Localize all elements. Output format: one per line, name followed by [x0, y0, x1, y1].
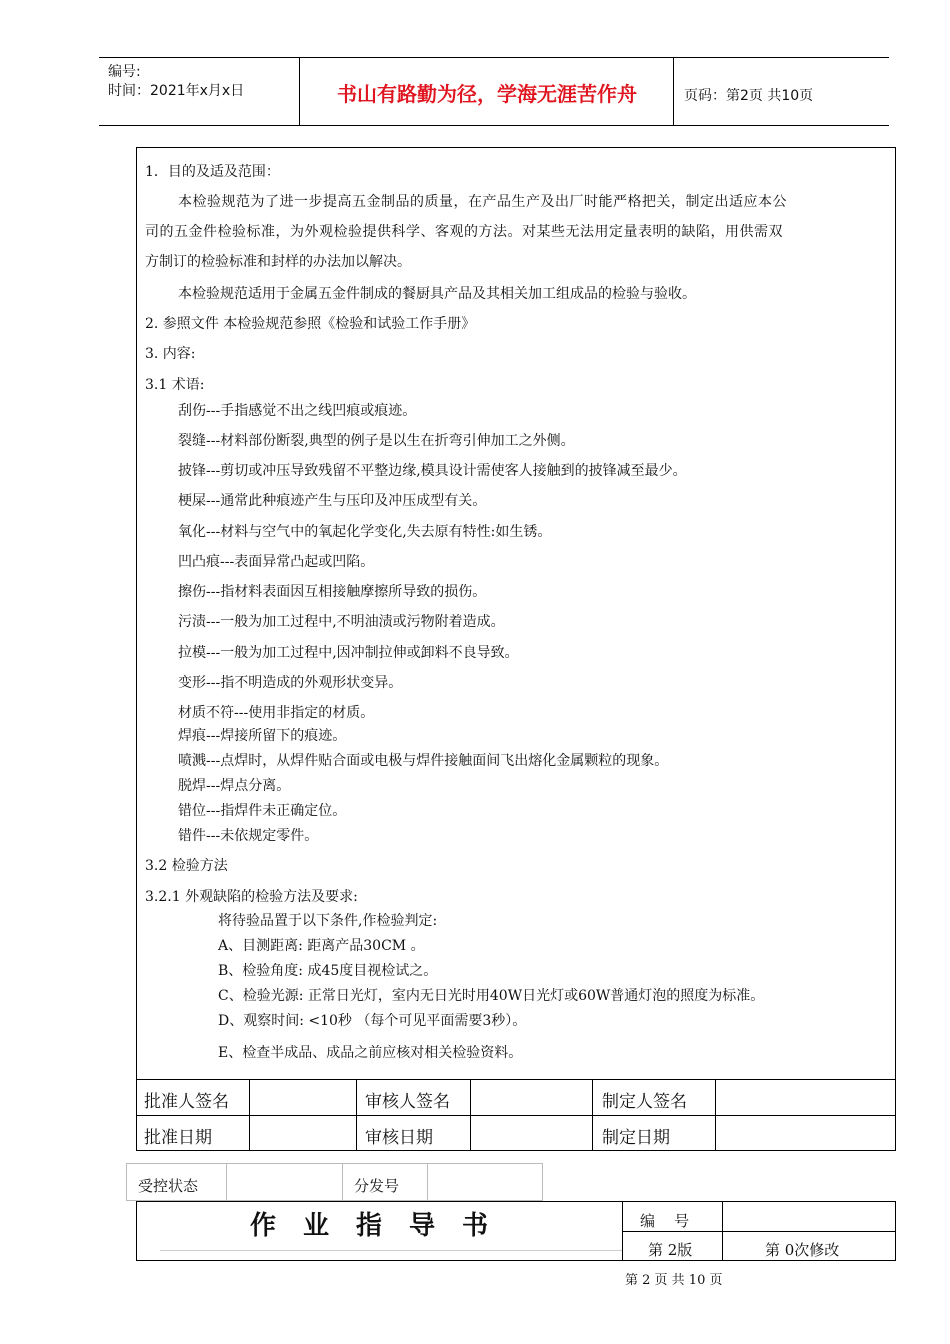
approver-signature-label: 批准人签名	[144, 1092, 229, 1112]
distribution-number-label: 分发号	[354, 1177, 400, 1195]
term-item: 错位---指焊件未正确定位。	[178, 803, 347, 819]
control-status-label: 受控状态	[138, 1177, 199, 1195]
control-divider	[427, 1163, 428, 1201]
term-item: 脱焊---焊点分离。	[178, 778, 291, 794]
term-item: 披锋---剪切或冲压导致残留不平整边缘,模具设计需使客人接触到的披锋减至最少。	[178, 463, 687, 479]
section-1-para-2: 本检验规范适用于金属五金件制成的餐厨具产品及其相关加工组成品的检验与验收。	[178, 286, 696, 302]
footer-revision: 第 0次修改	[765, 1241, 840, 1259]
section-3: 3. 内容:	[145, 346, 196, 362]
term-item: 擦伤---指材料表面因互相接触摩擦所导致的损伤。	[178, 584, 487, 600]
term-item: 错件---未依规定零件。	[178, 828, 319, 844]
term-item: 梗屎---通常此种痕迹产生与压印及冲压成型有关。	[178, 493, 487, 509]
control-divider	[226, 1163, 227, 1201]
term-item: 材质不符---使用非指定的材质。	[178, 705, 375, 721]
term-item: 凹凸痕---表面异常凸起或凹陷。	[178, 554, 375, 570]
section-1-title: 1．目的及适及范围：	[145, 164, 280, 180]
doc-time: 时间：2021年x月x日	[108, 83, 245, 99]
reviewer-signature-label: 审核人签名	[365, 1092, 450, 1112]
footer-page: 第 2 页 共 10 页	[625, 1273, 723, 1288]
page-info: 页码：第2页 共10页	[684, 88, 814, 104]
section-1-para-1c: 方制订的检验标准和封样的办法加以解决。	[145, 254, 411, 270]
sig-divider	[715, 1079, 716, 1151]
term-item: 裂缝---材料部份断裂,典型的例子是以生在折弯引伸加工之外侧。	[178, 433, 575, 449]
term-item: 刮伤---手指感觉不出之线凹痕或痕迹。	[178, 403, 417, 419]
condition-item: A、目测距离: 距离产品30CM 。	[218, 938, 425, 954]
term-item: 拉模---一般为加工过程中,因冲制拉伸或卸料不良导致。	[178, 645, 519, 661]
term-item: 氧化---材料与空气中的氧起化学变化,失去原有特性:如生锈。	[178, 524, 552, 540]
section-3-2: 3.2 检验方法	[145, 858, 228, 874]
term-item: 污渍---一般为加工过程中,不明油渍或污物附着造成。	[178, 614, 505, 630]
condition-item: E、检查半成品、成品之前应核对相关检验资料。	[218, 1045, 523, 1061]
condition-item: D、观察时间: <10秒 （每个可见平面需要3秒）。	[218, 1013, 527, 1029]
motto: 书山有路勤为径，学海无涯苦作舟	[337, 82, 637, 106]
term-item: 变形---指不明造成的外观形状变异。	[178, 675, 403, 691]
doc-number-label: 编号:	[108, 64, 141, 80]
review-date-label: 审核日期	[365, 1128, 433, 1148]
control-divider	[342, 1163, 343, 1201]
section-2: 2. 参照文件 本检验规范参照《检验和试验工作手册》	[145, 316, 476, 332]
header-top-rule	[99, 57, 889, 58]
section-1-para-1a: 本检验规范为了进一步提高五金制品的质量，在产品生产及出厂时能严格把关，制定出适应本公	[178, 194, 787, 210]
conditions-intro: 将待验品置于以下条件,作检验判定:	[218, 913, 438, 929]
condition-item: B、检验角度: 成45度目视检试之。	[218, 963, 438, 979]
document-title: 作业指导书	[250, 1211, 516, 1241]
term-item: 焊痕---焊接所留下的痕迹。	[178, 728, 347, 744]
header-bottom-rule	[99, 125, 889, 126]
make-date-label: 制定日期	[602, 1128, 670, 1148]
sig-divider	[592, 1079, 593, 1151]
footer-version: 第 2版	[648, 1241, 693, 1259]
sig-divider	[249, 1079, 250, 1151]
signature-table-top	[136, 1079, 896, 1080]
signature-table-mid	[136, 1115, 896, 1116]
condition-item: C、检验光源: 正常日光灯，室内无日光时用40W日光灯或60W普通灯泡的照度为标准。	[218, 988, 765, 1004]
sig-divider	[470, 1079, 471, 1151]
section-3-2-1: 3.2.1 外观缺陷的检验方法及要求:	[145, 889, 358, 905]
footer-mid-rule	[622, 1231, 896, 1232]
sig-divider	[356, 1079, 357, 1151]
section-3-1: 3.1 术语:	[145, 377, 205, 393]
footer-underline	[160, 1250, 622, 1251]
term-item: 喷溅---点焊时，从焊件贴合面或电极与焊件接触面间飞出熔化金属颗粒的现象。	[178, 753, 669, 769]
approve-date-label: 批准日期	[144, 1128, 212, 1148]
footer-number-label: 编 号	[640, 1212, 690, 1230]
maker-signature-label: 制定人签名	[602, 1092, 687, 1112]
section-1-para-1b: 司的五金件检验标准，为外观检验提供科学、客观的方法。对某些无法用定量表明的缺陷，用供需双	[145, 224, 783, 240]
